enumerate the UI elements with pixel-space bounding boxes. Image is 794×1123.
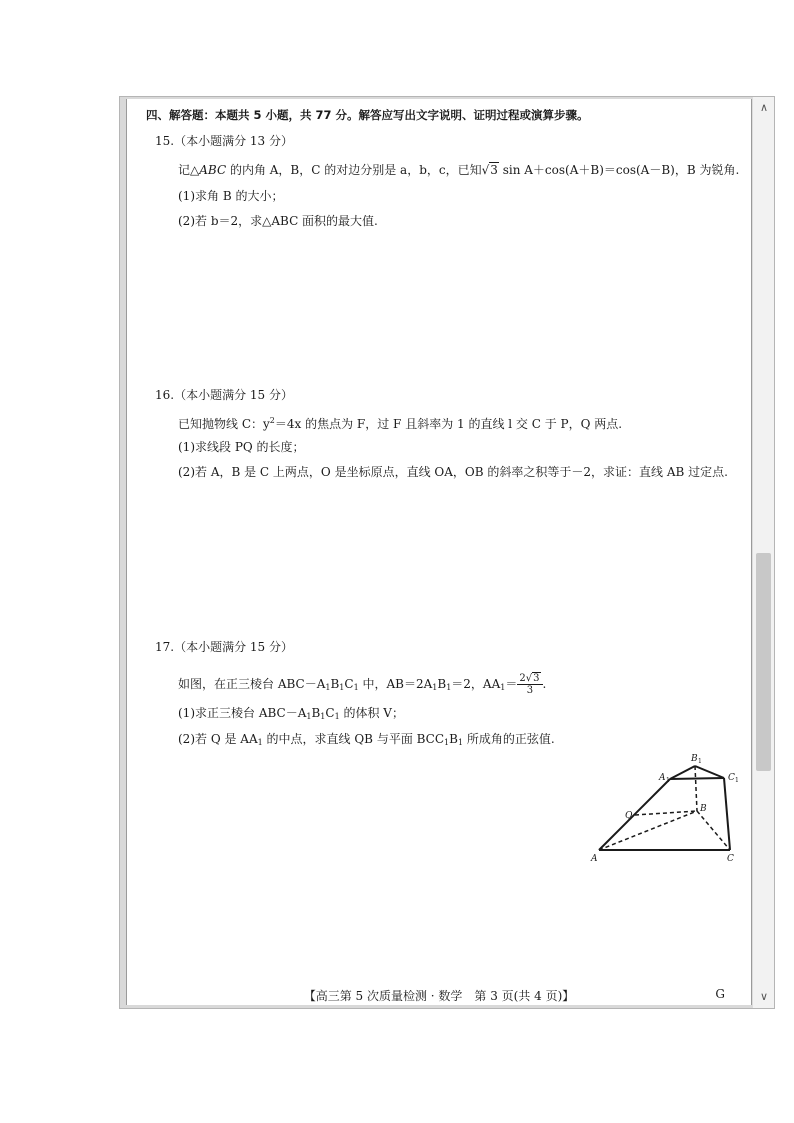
edge-BC-hidden xyxy=(697,811,730,850)
q16-heading: 16.（本小题满分 15 分） xyxy=(155,388,293,402)
edge-CC1 xyxy=(724,778,730,850)
exam-page xyxy=(126,99,752,1005)
label-A1: A xyxy=(659,773,666,783)
segment-QB-hidden xyxy=(635,811,697,815)
version-mark: G xyxy=(715,987,725,1001)
page-footer: 【高三第 5 次质量检测 · 数学 第 3 页(共 4 页)】 xyxy=(303,989,575,1003)
edge-A1C1 xyxy=(670,778,724,779)
section-header: 四、解答题：本题共 5 小题，共 77 分。解答应写出文字说明、证明过程或演算步骤。 xyxy=(146,108,589,122)
q16-part1: (1)求线段 PQ 的长度； xyxy=(178,440,305,454)
label-A1-sub: 1 xyxy=(666,777,670,784)
fraction: $\frac{2√3}{3}$ xyxy=(517,673,542,696)
document-viewer xyxy=(119,96,775,1009)
label-C1-sub: 1 xyxy=(735,777,739,784)
q17-part1: (1)求正三棱台 $ABC-A_1B_1C_1$ 的体积 V； xyxy=(178,706,404,721)
q16-part2: (2)若 A，B 是 C 上两点，O 是坐标原点，直线 OA，OB 的斜率之积等于－2，求证：直线 AB 过定点. xyxy=(178,465,728,479)
scroll-thumb[interactable] xyxy=(756,553,771,771)
q16-stem: 已知抛物线 C：$y^2=4x$ 的焦点为 F，过 F 且斜率为 1 的直线 l 交 C 于 P，Q 两点. xyxy=(178,416,623,431)
edge-B1C1 xyxy=(695,766,724,778)
label-Q: Q xyxy=(625,811,633,821)
q15-heading: 15.（本小题满分 13 分） xyxy=(155,134,293,148)
edge-AA1 xyxy=(599,779,670,850)
edge-BB1-hidden xyxy=(695,766,697,811)
edge-AB-hidden xyxy=(599,811,697,850)
q17-part2: (2)若 Q 是 $AA_1$ 的中点，求直线 QB 与平面 $BCC_1B_1$ 所成角的正弦值. xyxy=(178,732,555,747)
q17-stem: 如图，在正三棱台 $ABC-A_1B_1C_1$ 中，$AB=2A_1B_1=2$，$AA_1=$ $\frac{2√3}{3}$ . xyxy=(178,673,547,696)
label-B1: B xyxy=(691,754,698,764)
label-A: A xyxy=(591,854,598,864)
frustum-figure xyxy=(587,749,737,864)
q15-stem: 记△ABC 的内角 A，B，C 的对边分别是 a，b，c，已知√3 sin A＋cos(A＋B)＝cos(A－B)，B 为锐角. xyxy=(178,163,740,177)
scroll-down-icon[interactable]: ∨ xyxy=(759,990,769,1003)
label-B: B xyxy=(700,804,707,814)
label-C1: C xyxy=(728,773,735,783)
q15-part2: (2)若 b＝2，求△ABC 面积的最大值. xyxy=(178,214,378,228)
q15-part1: (1)求角 B 的大小； xyxy=(178,189,284,203)
edge-A1B1 xyxy=(670,766,695,779)
vertical-scrollbar[interactable] xyxy=(752,97,774,1008)
label-C: C xyxy=(727,854,734,864)
label-B1-sub: 1 xyxy=(698,758,702,765)
scroll-up-icon[interactable]: ∧ xyxy=(759,101,769,114)
q17-heading: 17.（本小题满分 15 分） xyxy=(155,640,293,654)
